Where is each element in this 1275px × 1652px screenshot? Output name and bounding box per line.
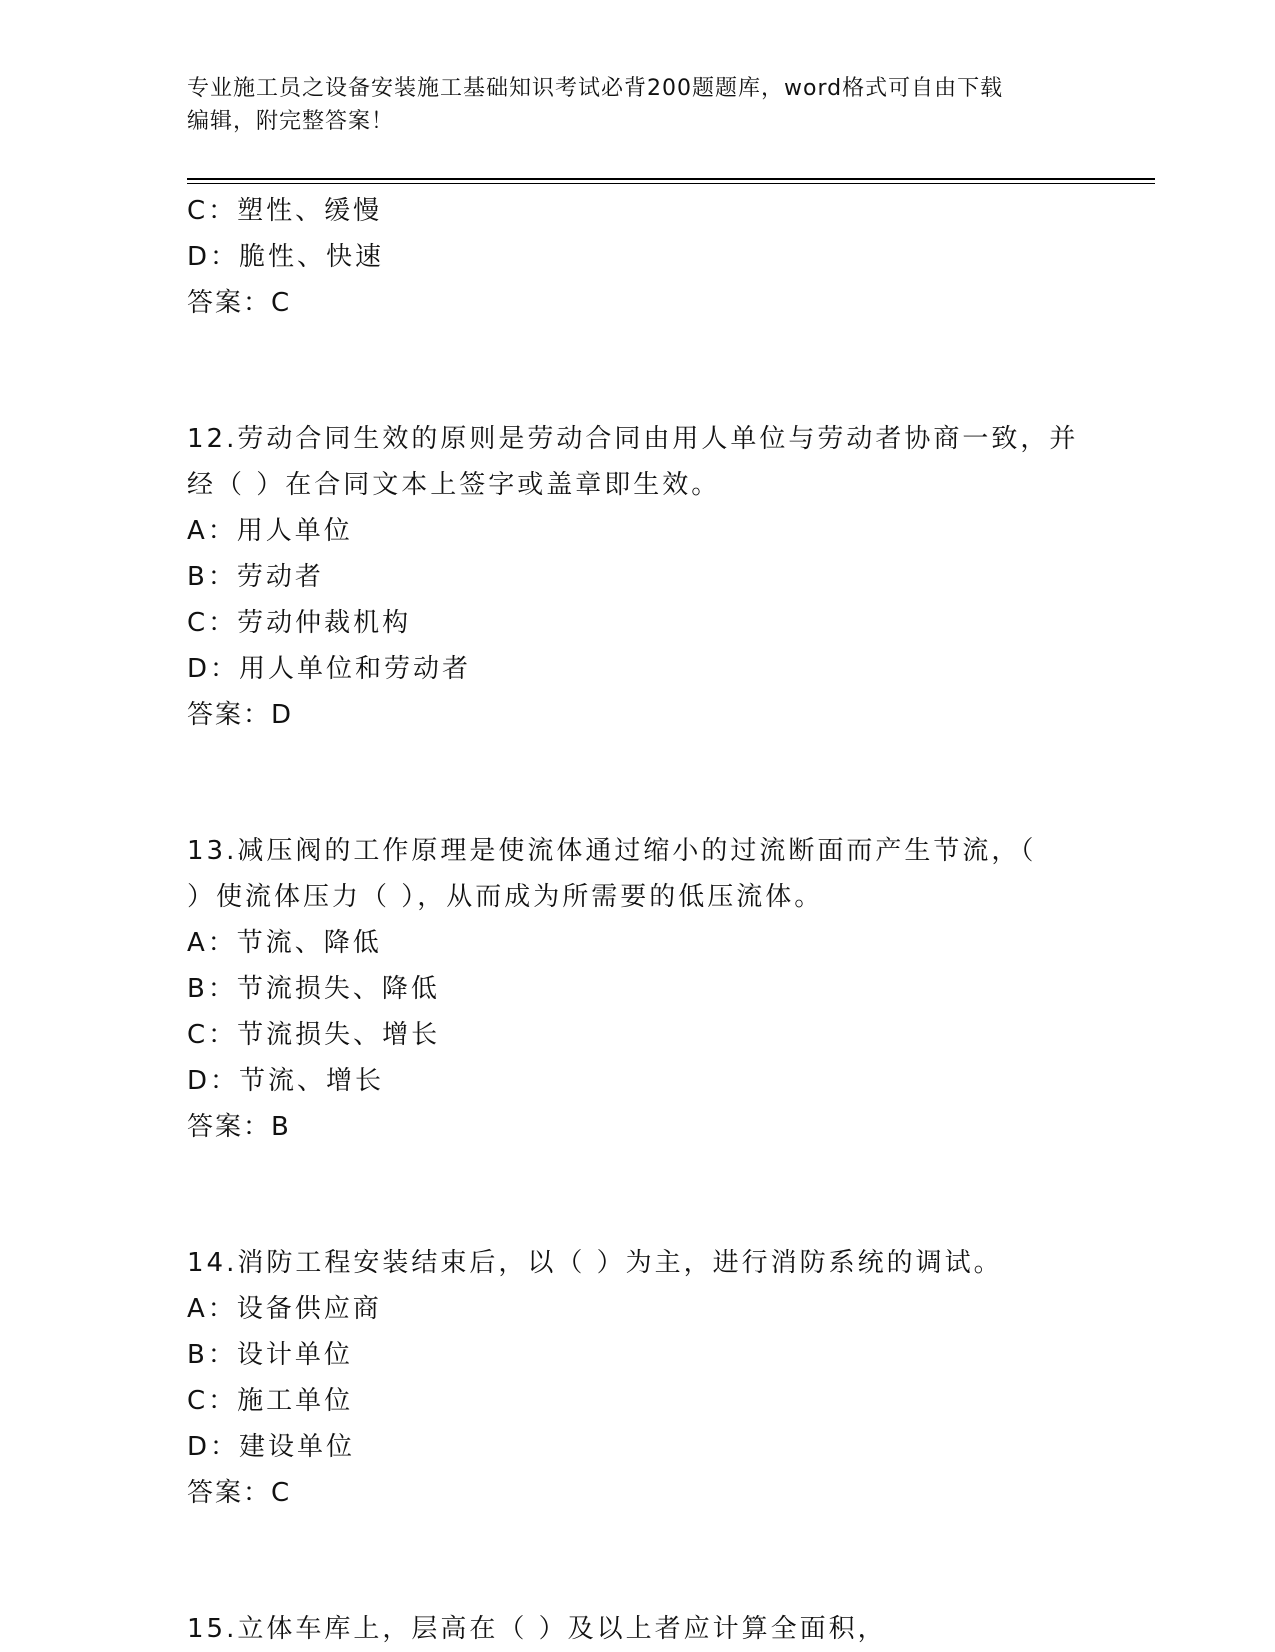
- option-c: C：施工单位: [187, 1386, 354, 1416]
- option-d: D：脆性、快速: [187, 242, 385, 272]
- header-title-line-2: 编辑，附完整答案！: [187, 109, 395, 134]
- option-d: D：建设单位: [187, 1432, 356, 1462]
- option-d: D：用人单位和劳动者: [187, 654, 472, 684]
- spacer: [187, 738, 1087, 828]
- answer: 答案：B: [187, 1112, 291, 1142]
- question-11-continued: [187, 188, 1087, 326]
- header-title-line-1: 专业施工员之设备安装施工基础知识考试必背200题题库，word格式可自由下载: [187, 76, 1004, 101]
- question-text-line-2: ）使流体压力（ ），从而成为所需要的低压流体。: [187, 882, 824, 912]
- header-divider-thick: [187, 178, 1155, 180]
- option-b: B：设计单位: [187, 1340, 353, 1370]
- document-body: [187, 188, 1087, 1652]
- option-b: B：节流损失、降低: [187, 974, 440, 1004]
- question-15: [187, 1606, 1087, 1652]
- question-text-line-2: 经（ ）在合同文本上签字或盖章即生效。: [187, 470, 721, 500]
- option-a: A：节流、降低: [187, 928, 382, 958]
- document-header: [187, 72, 1067, 138]
- question-13: [187, 828, 1087, 1150]
- question-12: [187, 416, 1087, 738]
- answer: 答案：C: [187, 288, 292, 318]
- question-text-line-1: 13.减压阀的工作原理是使流体通过缩小的过流断面而产生节流，（: [187, 836, 1037, 866]
- option-a: A：用人单位: [187, 516, 353, 546]
- option-c: C：塑性、缓慢: [187, 196, 383, 226]
- answer: 答案：D: [187, 700, 294, 730]
- spacer: [187, 1516, 1087, 1606]
- option-d: D：节流、增长: [187, 1066, 385, 1096]
- option-c: C：节流损失、增长: [187, 1020, 441, 1050]
- spacer: [187, 1150, 1087, 1240]
- option-a: A：设备供应商: [187, 1294, 382, 1324]
- answer: 答案：C: [187, 1478, 292, 1508]
- question-14: [187, 1240, 1087, 1516]
- header-divider-thin: [187, 183, 1155, 184]
- spacer: [187, 326, 1087, 416]
- question-text-line-1: 14.消防工程安装结束后，以（ ）为主，进行消防系统的调试。: [187, 1248, 1003, 1278]
- option-b: B：劳动者: [187, 562, 324, 592]
- option-c: C：劳动仲裁机构: [187, 608, 412, 638]
- question-text-line-1: 15.立体车库上，层高在（ ）及以上者应计算全面积，: [187, 1614, 887, 1644]
- question-text-line-1: 12.劳动合同生效的原则是劳动合同由用人单位与劳动者协商一致，并: [187, 424, 1079, 454]
